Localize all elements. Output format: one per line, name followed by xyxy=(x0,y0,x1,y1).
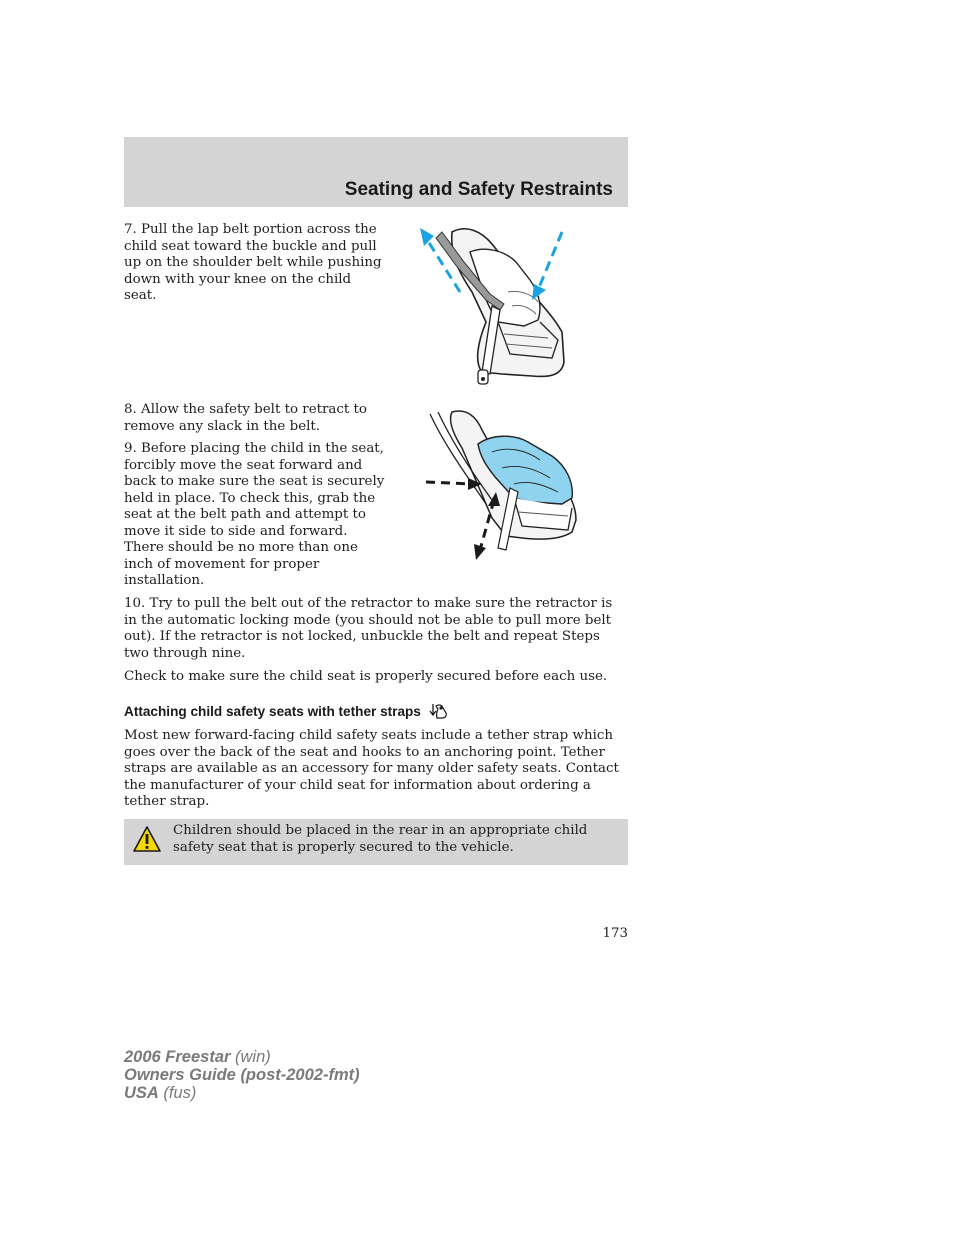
child-seat-tether-icon xyxy=(427,702,449,720)
tether-intro-text: Most new forward-facing child safety seats include a tether strap which goes over the back of the seat and hooks to an anchoring point. Tether straps are available as an accessory for many older safety seats. Contact the manufacturer of your child seat for information about ordering a tether strap. xyxy=(124,728,619,809)
footer-line-3 xyxy=(124,1084,360,1102)
document-footer xyxy=(124,1048,360,1102)
tether-heading-text: Attaching child safety seats with tether straps xyxy=(124,703,421,719)
child-seat-illustration-movement-check xyxy=(422,408,582,563)
tether-straps-heading xyxy=(124,702,449,720)
warning-triangle-icon xyxy=(132,825,162,853)
child-seat-illustration-belt-tighten xyxy=(412,222,572,390)
check-secured-text: Check to make sure the child seat is properly secured before each use. xyxy=(124,669,608,684)
step-8-text: 8. Allow the safety belt to retract to remove any slack in the belt. xyxy=(124,402,367,434)
footer-market-code: (fus) xyxy=(158,1084,197,1102)
footer-market: USA xyxy=(124,1084,159,1102)
footer-line-1 xyxy=(124,1048,360,1066)
step-10-text: 10. Try to pull the belt out of the retractor to make sure the retractor is in the automatic locking mode (you should not be able to pull more belt out). If the retractor is not locked, unbuckle the belt and repeat Steps two through nine. xyxy=(124,596,613,661)
page-number: 173 xyxy=(602,926,628,941)
section-title: Seating and Safety Restraints xyxy=(344,179,613,200)
footer-guide: Owners Guide (post-2002-fmt) xyxy=(124,1066,360,1084)
section-header-band xyxy=(124,137,628,207)
warning-text: Children should be placed in the rear in an appropriate child safety seat that is properly secured to the vehicle. xyxy=(173,823,588,855)
footer-model-code: (win) xyxy=(230,1048,271,1066)
footer-model: 2006 Freestar xyxy=(124,1048,231,1066)
warning-box xyxy=(124,819,628,865)
step-7-text: 7. Pull the lap belt portion across the child seat toward the buckle and pull up on the shoulder belt while pushing down with your knee on the child seat. xyxy=(124,222,382,303)
footer-line-2 xyxy=(124,1066,360,1084)
step-9-text: 9. Before placing the child in the seat, forcibly move the seat forward and back to make sure the seat is securely held in place. To check this, grab the seat at the belt path and attempt to move it side to side and forward. There should be no more than one inch of movement for proper installation. xyxy=(124,441,385,588)
